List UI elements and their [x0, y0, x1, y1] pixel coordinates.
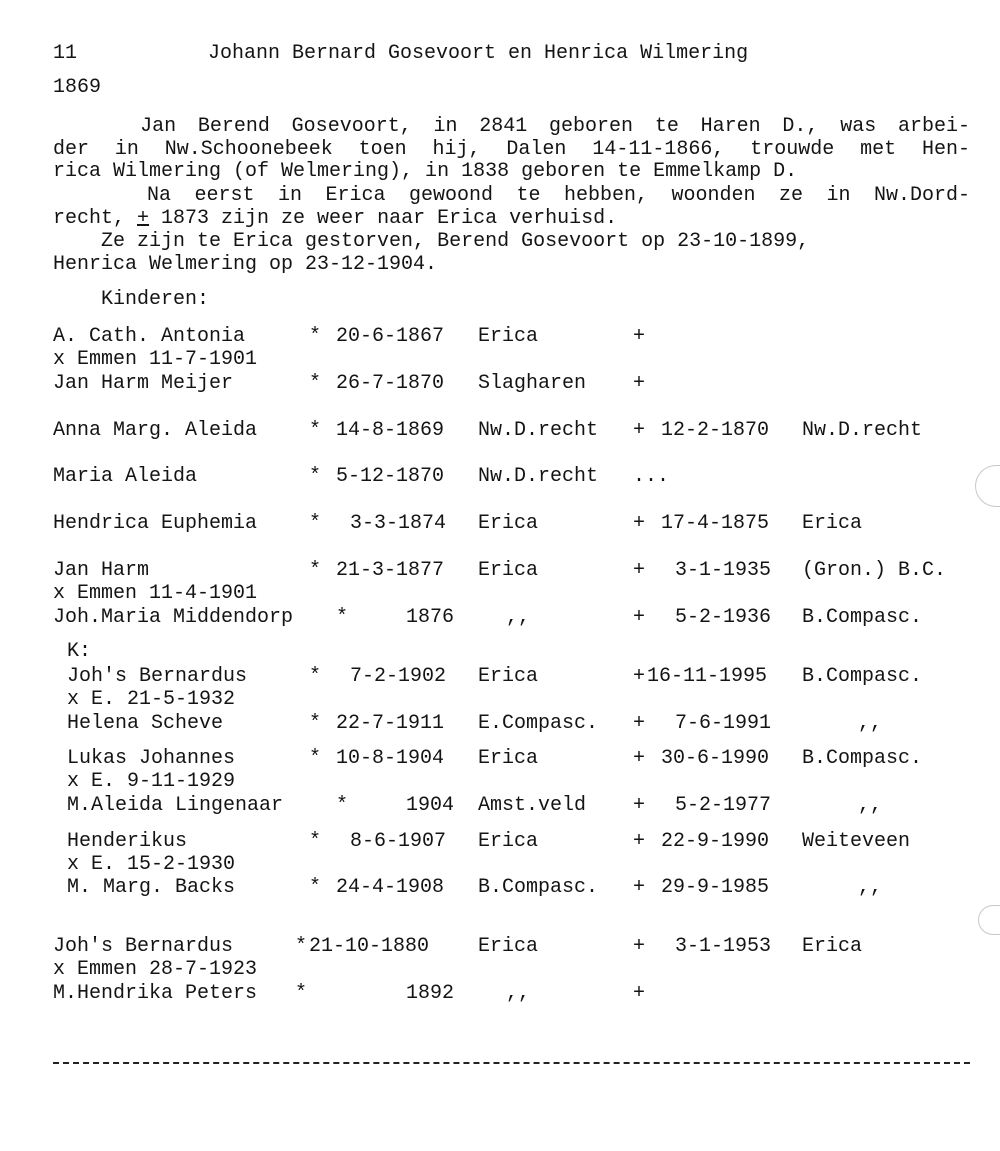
record-field: + [633, 372, 646, 395]
dashed-divider [53, 1062, 970, 1064]
grandchild-row [0, 830, 1000, 854]
child-row [0, 559, 1000, 583]
record-field: Joh.Maria Middendorp [53, 606, 294, 629]
record-field: 8-6-1907 [350, 830, 447, 853]
record-field: x E. 15-2-1930 [67, 853, 236, 876]
record-field: 22-9-1990 [661, 830, 770, 853]
record-field: + [633, 830, 646, 853]
record-field: 3-1-1935 [675, 559, 772, 582]
marriage-row [0, 770, 1000, 794]
record-field: * [309, 665, 322, 688]
grandchild-row [0, 747, 1000, 771]
record-field: A. Cath. Antonia [53, 325, 246, 348]
paragraph-3-line-1: Ze zijn te Erica gestorven, Berend Gosevoort op 23-10-1899, [53, 230, 810, 253]
record-field: M.Hendrika Peters [53, 982, 258, 1005]
record-field: Jan Harm Meijer [53, 372, 234, 395]
record-field: x E. 21-5-1932 [67, 688, 236, 711]
marriage-row [0, 688, 1000, 712]
record-field: * [309, 465, 322, 488]
record-field: 1876 [406, 606, 455, 629]
record-field: Weiteveen [802, 830, 911, 853]
record-field: Joh's Bernardus [67, 665, 248, 688]
record-field: * [309, 712, 322, 735]
spouse-row [0, 794, 1000, 818]
record-field: Nw.D.recht [802, 419, 923, 442]
plus-minus-sign: + [137, 207, 150, 230]
record-field: Erica [478, 559, 539, 582]
record-field: 7-6-1991 [675, 712, 772, 735]
record-field: 5-2-1977 [675, 794, 772, 817]
record-field: 3-1-1953 [675, 935, 772, 958]
record-field: Jan Harm [53, 559, 150, 582]
record-field: + [633, 794, 646, 817]
paragraph-1-line-2: der in Nw.Schoonebeek toen hij, Dalen 14-11-1866, trouwde met Hen- [53, 138, 970, 161]
record-field: 1892 [406, 982, 455, 1005]
page-number: 11 [53, 42, 78, 65]
record-field: B.Compasc. [802, 606, 923, 629]
record-field: 26-7-1870 [336, 372, 445, 395]
record-field: Lukas Johannes [67, 747, 236, 770]
record-field: x Emmen 11-7-1901 [53, 348, 258, 371]
record-field: + [633, 606, 646, 629]
record-field: Erica [802, 512, 863, 535]
child-row [0, 325, 1000, 349]
record-field: 1904 [406, 794, 455, 817]
record-field: B.Compasc. [802, 747, 923, 770]
header-line [0, 42, 1000, 66]
child-row [0, 935, 1000, 959]
grandchild-row [0, 665, 1000, 689]
marriage-row [0, 958, 1000, 982]
paragraph-2-line-2 [53, 207, 1000, 231]
record-field: B.Compasc. [478, 876, 599, 899]
paragraph-1-line-3: rica Wilmering (of Welmering), in 1838 geboren te Emmelkamp D. [53, 160, 798, 183]
record-field: Joh's Bernardus [53, 935, 234, 958]
record-field: Erica [478, 830, 539, 853]
record-field: * [336, 606, 349, 629]
record-field: ,, [858, 876, 883, 899]
record-field: 30-6-1990 [661, 747, 770, 770]
record-field: E.Compasc. [478, 712, 599, 735]
marriage-row [0, 853, 1000, 877]
record-field: 29-9-1985 [661, 876, 770, 899]
record-field: Helena Scheve [67, 712, 224, 735]
record-field: * [309, 419, 322, 442]
spouse-row [0, 712, 1000, 736]
record-field: * [309, 747, 322, 770]
record-field: K: [67, 640, 92, 663]
record-field: * [309, 325, 322, 348]
record-field: 5-12-1870 [336, 465, 445, 488]
record-field: + [633, 982, 646, 1005]
record-field: + [633, 876, 646, 899]
record-field: Anna Marg. Aleida [53, 419, 258, 442]
record-field: + [633, 712, 646, 735]
marriage-year: 1869 [53, 76, 102, 99]
record-field: 21-10-1880 [309, 935, 430, 958]
record-field: * [295, 935, 308, 958]
record-field: M.Aleida Lingenaar [67, 794, 284, 817]
paragraph-3-line-2: Henrica Welmering op 23-12-1904. [53, 253, 438, 276]
record-field: ... [633, 465, 670, 488]
paragraph-1-line-1: Jan Berend Gosevoort, in 2841 geboren te Haren D., was arbei- [53, 115, 970, 138]
record-field: x Emmen 11-4-1901 [53, 582, 258, 605]
record-field: 12-2-1870 [661, 419, 770, 442]
record-field: * [309, 830, 322, 853]
record-field: ,, [506, 982, 531, 1005]
record-field: Erica [478, 665, 539, 688]
record-field: Maria Aleida [53, 465, 198, 488]
record-field: + [633, 325, 646, 348]
record-field: ,, [506, 606, 531, 629]
record-field: + [633, 665, 646, 688]
record-field: Erica [802, 935, 863, 958]
spouse-row [0, 876, 1000, 900]
record-field: Erica [478, 935, 539, 958]
record-field: recht, [53, 207, 138, 230]
record-field: M. Marg. Backs [67, 876, 236, 899]
record-field: + [633, 419, 646, 442]
marriage-row [0, 582, 1000, 606]
record-field: 22-7-1911 [336, 712, 445, 735]
page-title: Johann Bernard Gosevoort en Henrica Wilmering [208, 42, 749, 65]
record-field: Erica [478, 325, 539, 348]
record-field: + [633, 935, 646, 958]
record-field: 24-4-1908 [336, 876, 445, 899]
record-field: Amst.veld [478, 794, 587, 817]
record-field: 3-3-1874 [350, 512, 447, 535]
record-field: Erica [478, 747, 539, 770]
record-field: 17-4-1875 [661, 512, 770, 535]
record-field: * [336, 794, 349, 817]
record-field: ,, [858, 794, 883, 817]
record-field: + [633, 747, 646, 770]
marriage-row [0, 348, 1000, 372]
record-field: B.Compasc. [802, 665, 923, 688]
record-field: ,, [858, 712, 883, 735]
record-field: 10-8-1904 [336, 747, 445, 770]
record-field: x Emmen 28-7-1923 [53, 958, 258, 981]
record-field: * [309, 512, 322, 535]
kinderen-label: Kinderen: [53, 288, 210, 311]
child-row [0, 465, 1000, 489]
record-field: + [633, 559, 646, 582]
record-field: Erica [478, 512, 539, 535]
child-row [0, 512, 1000, 536]
punch-hole-mark [978, 905, 1000, 935]
record-field: x E. 9-11-1929 [67, 770, 236, 793]
record-field: + [633, 512, 646, 535]
record-field: Slagharen [478, 372, 587, 395]
spouse-row [0, 982, 1000, 1006]
child-row [0, 419, 1000, 443]
record-field: Nw.D.recht [478, 419, 599, 442]
record-field: * [295, 982, 308, 1005]
grandchildren-label [0, 640, 1000, 664]
paragraph-2-line-1: Na eerst in Erica gewoond te hebben, woonden ze in Nw.Dord- [53, 184, 970, 207]
record-field: * [309, 876, 322, 899]
record-field: Nw.D.recht [478, 465, 599, 488]
record-field: 16-11-1995 [647, 665, 768, 688]
record-field: Hendrica Euphemia [53, 512, 258, 535]
spouse-row [0, 606, 1000, 630]
record-field: * [309, 559, 322, 582]
record-field: 5-2-1936 [675, 606, 772, 629]
record-field: * [309, 372, 322, 395]
record-field: (Gron.) B.C. [802, 559, 947, 582]
record-field: 21-3-1877 [336, 559, 445, 582]
record-field: 20-6-1867 [336, 325, 445, 348]
record-field: 7-2-1902 [350, 665, 447, 688]
record-field: 1873 zijn ze weer naar Erica verhuisd. [149, 207, 618, 230]
record-field: 14-8-1869 [336, 419, 445, 442]
record-field: Henderikus [67, 830, 188, 853]
spouse-row [0, 372, 1000, 396]
